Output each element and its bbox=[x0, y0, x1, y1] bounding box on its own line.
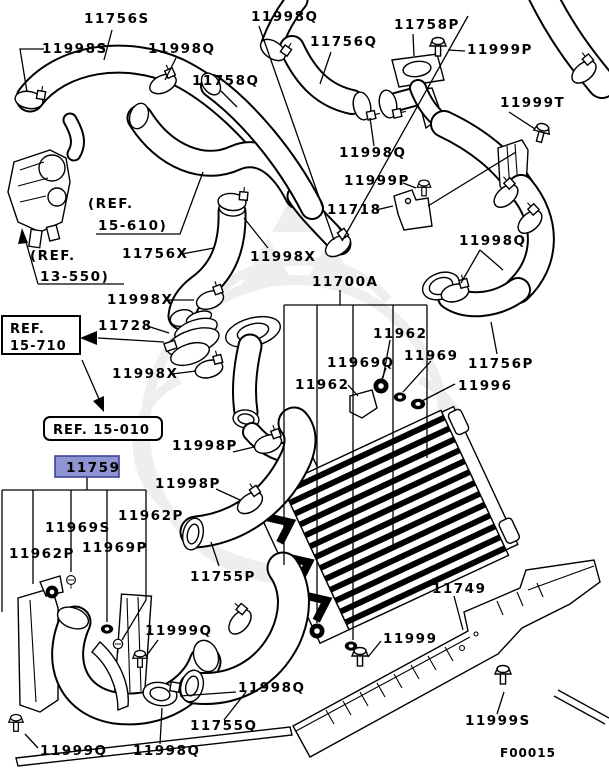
hose-11758q bbox=[198, 70, 312, 208]
part-label-11962p-27[interactable]: 11962P bbox=[118, 508, 184, 524]
part-label-11999t[interactable]: 11999T bbox=[500, 95, 566, 111]
part-label-11755p[interactable]: 11755P bbox=[190, 569, 256, 585]
part-label-11755q[interactable]: 11755Q bbox=[190, 718, 258, 734]
part-label-11998p-25[interactable]: 11998P bbox=[172, 438, 238, 454]
part-label-11998q-9[interactable]: 11998Q bbox=[339, 145, 407, 161]
part-label-11749[interactable]: 11749 bbox=[432, 581, 487, 597]
part-label-11998x-16[interactable]: 11998X bbox=[112, 366, 179, 382]
part-label-11969[interactable]: 11969 bbox=[404, 348, 459, 364]
part-label-11700a[interactable]: 11700A bbox=[312, 274, 379, 290]
part-label-11999q-32[interactable]: 11999Q bbox=[145, 623, 213, 639]
part-label-11756s[interactable]: 11756S bbox=[84, 11, 150, 27]
ref-box-15-710-line1: REF. bbox=[10, 322, 45, 337]
ref-note-13-550-line2: 13-550) bbox=[40, 269, 110, 285]
part-label-11969p[interactable]: 11969P bbox=[82, 540, 148, 556]
part-label-11728[interactable]: 11728 bbox=[98, 318, 153, 334]
part-label-11999p-10[interactable]: 11999P bbox=[344, 173, 410, 189]
part-label-11999s[interactable]: 11999S bbox=[465, 713, 531, 729]
highlighted-part-11759[interactable] bbox=[55, 456, 120, 477]
part-label-11999p-7[interactable]: 11999P bbox=[467, 42, 533, 58]
part-label-11998q-2[interactable]: 11998Q bbox=[148, 41, 216, 57]
ref-box-15-010-text: REF. 15-010 bbox=[53, 423, 150, 438]
ref-note-15-610-line2: 15-610) bbox=[98, 218, 168, 234]
part-label-11998q-36[interactable]: 11998Q bbox=[133, 743, 201, 759]
part-label-11758p[interactable]: 11758P bbox=[394, 17, 460, 33]
part-label-11998x-14[interactable]: 11998X bbox=[107, 292, 174, 308]
part-label-11756q[interactable]: 11756Q bbox=[310, 34, 378, 50]
ref-note-13-550-line1: (REF. bbox=[30, 248, 76, 264]
part-label-11759[interactable]: 11759 bbox=[66, 460, 121, 476]
part-label-11758q[interactable]: 11758Q bbox=[192, 73, 260, 89]
ref-note-15-610-line1: (REF. bbox=[88, 196, 134, 212]
figure-code: F00015 bbox=[500, 746, 556, 760]
engine-assembly-sketch bbox=[8, 120, 77, 248]
part-label-11756p[interactable]: 11756P bbox=[468, 356, 534, 372]
part-label-11969s[interactable]: 11969S bbox=[45, 520, 111, 536]
part-label-11756x[interactable]: 11756X bbox=[122, 246, 189, 262]
part-label-11718[interactable]: 11718 bbox=[327, 202, 382, 218]
part-label-11962-22[interactable]: 11962 bbox=[295, 377, 350, 393]
arrow-to-ref-15-710 bbox=[80, 331, 97, 345]
part-label-11998s[interactable]: 11998S bbox=[42, 41, 108, 57]
part-label-11998q-18[interactable]: 11998Q bbox=[459, 233, 527, 249]
part-label-11998q-33[interactable]: 11998Q bbox=[238, 680, 306, 696]
ref-box-15-710 bbox=[2, 316, 80, 354]
ref-box-15-710-line2: 15-710 bbox=[10, 339, 67, 354]
part-label-11998p-26[interactable]: 11998P bbox=[155, 476, 221, 492]
part-label-11998x-13[interactable]: 11998X bbox=[250, 249, 317, 265]
part-label-11962-19[interactable]: 11962 bbox=[373, 326, 428, 342]
part-label-11999q-35[interactable]: 11999Q bbox=[40, 743, 108, 759]
part-label-11969q[interactable]: 11969Q bbox=[327, 355, 395, 371]
part-label-11999[interactable]: 11999 bbox=[383, 631, 438, 647]
arrow-to-engine-ref-13-550 bbox=[18, 228, 28, 244]
mount-flag-bracket bbox=[350, 390, 377, 418]
part-label-11962p-30[interactable]: 11962P bbox=[9, 546, 75, 562]
part-label-11998q-4[interactable]: 11998Q bbox=[251, 9, 319, 25]
part-label-11996[interactable]: 11996 bbox=[458, 378, 513, 394]
ref-box-15-010 bbox=[44, 417, 162, 440]
